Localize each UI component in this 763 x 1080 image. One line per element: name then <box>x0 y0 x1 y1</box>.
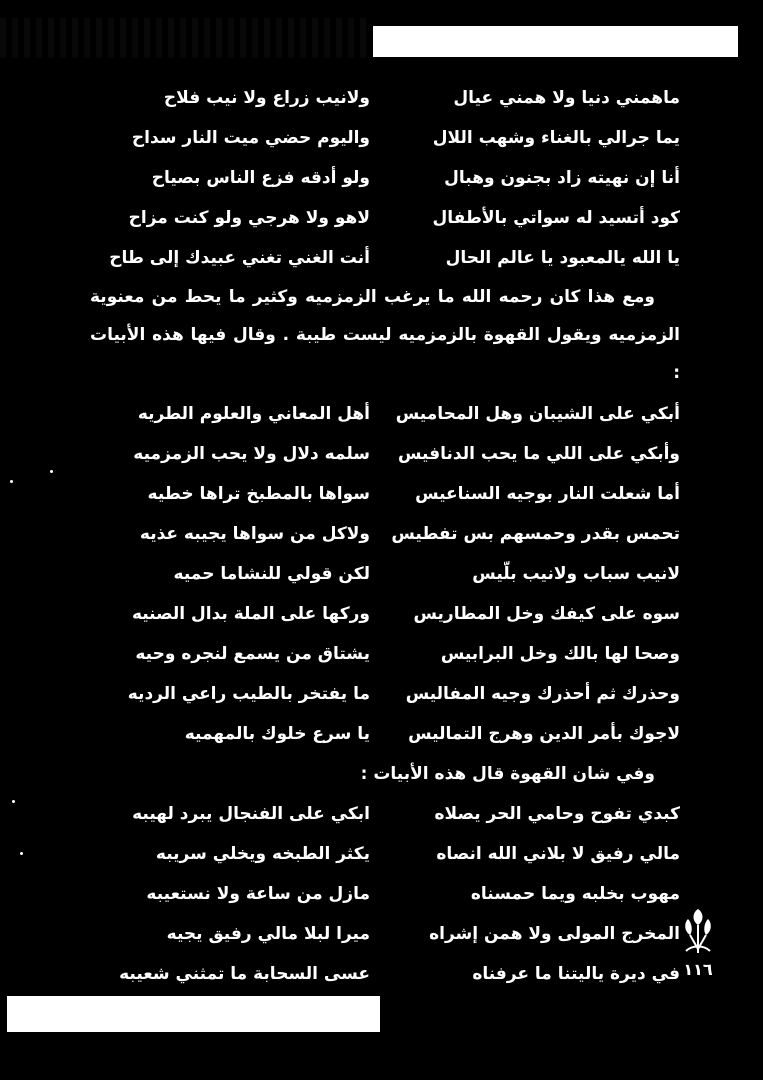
verse-line <box>90 118 680 158</box>
verse-first-hemistich: المخرج المولى ولا همن إشراه <box>429 924 680 944</box>
verse-line <box>90 874 680 914</box>
poem-section-3 <box>90 794 680 994</box>
verse-second-hemistich: ولو أدقه فزع الناس بصياح <box>151 168 370 188</box>
verse-first-hemistich: في ديرة ياليتنا ما عرفناه <box>472 964 680 984</box>
verse-first-hemistich: يما جرالي بالغناء وشهب اللال <box>432 128 680 148</box>
verse-first-hemistich: وصحا لها بالك وخل البرابيس <box>440 644 680 664</box>
verse-second-hemistich: مازل من ساعة ولا نستعيبه <box>146 884 370 904</box>
verse-first-hemistich: مالي رفيق لا بلاني الله انصاه <box>436 844 680 864</box>
verse-second-hemistich: سواها بالمطبخ تراها خطيه <box>147 484 370 504</box>
verse-second-hemistich: ولانيب زراع ولا نيب فلاح <box>163 88 370 108</box>
verse-second-hemistich: أهل المعاني والعلوم الطريه <box>137 404 370 424</box>
verse-second-hemistich: سلمه دلال ولا يحب الزمزميه <box>133 444 370 464</box>
verse-second-hemistich: ولاكل من سواها يجيبه عذيه <box>139 524 370 544</box>
verse-line <box>90 554 680 594</box>
scan-noise-top <box>0 18 370 58</box>
page-number: ١١٦ <box>683 960 713 979</box>
tulip-flower-icon <box>680 905 716 955</box>
verse-line <box>90 634 680 674</box>
verse-line <box>90 474 680 514</box>
poem-content <box>90 78 680 994</box>
verse-line <box>90 238 680 278</box>
scan-speck <box>10 480 13 483</box>
verse-second-hemistich: أنت الغني تغني عبيدك إلى طاح <box>109 248 370 268</box>
verse-second-hemistich: ابكي على الفنجال يبرد لهيبه <box>132 804 370 824</box>
verse-first-hemistich: لاجوك بأمر الدين وهرج التماليس <box>408 724 680 744</box>
verse-line <box>90 914 680 954</box>
verse-first-hemistich: سوه على كيفك وخل المطاريس <box>413 604 680 624</box>
verse-line <box>90 158 680 198</box>
verse-second-hemistich: واليوم حضي ميت النار سداح <box>131 128 370 148</box>
verse-first-hemistich: كود أتسيد له سواتي بالأطفال <box>432 208 680 228</box>
verse-line <box>90 834 680 874</box>
verse-line <box>90 198 680 238</box>
verse-first-hemistich: أبكي على الشيبان وهل المحاميس <box>395 404 680 424</box>
verse-first-hemistich: أنا إن نهيته زاد بجنون وهبال <box>444 168 680 188</box>
verse-second-hemistich: لاهو ولا هرجي ولو كنت مزاح <box>128 208 370 228</box>
verse-line <box>90 714 680 754</box>
verse-second-hemistich: ميرا لبلا مالي رفيق يجيه <box>166 924 370 944</box>
poem-section-1 <box>90 78 680 278</box>
verse-first-hemistich: كبدي تفوح وحامي الحر يصلاه <box>434 804 680 824</box>
verse-line <box>90 514 680 554</box>
redaction-bar-top <box>373 26 738 57</box>
verse-first-hemistich: وأبكي على اللي ما يحب الدنافيس <box>398 444 680 464</box>
verse-second-hemistich: يكثر الطبخه ويخلي سريبه <box>155 844 370 864</box>
verse-second-hemistich: يشتاق من يسمع لنجره وحيه <box>135 644 370 664</box>
verse-second-hemistich: عسى السحابة ما تمثني شعيبه <box>119 964 370 984</box>
verse-line <box>90 78 680 118</box>
verse-second-hemistich: وركها على الملة بدال الصنيه <box>131 604 370 624</box>
section-heading: وفي شان القهوة قال هذه الأبيات : <box>360 764 655 784</box>
verse-line <box>90 434 680 474</box>
verse-first-hemistich: مهوب بخلبه ويما حمسناه <box>470 884 680 904</box>
poem-section-2 <box>90 394 680 754</box>
scan-speck <box>20 852 23 855</box>
verse-line <box>90 674 680 714</box>
verse-line <box>90 394 680 434</box>
verse-line <box>90 794 680 834</box>
verse-second-hemistich: لكن قولي للنشاما حميه <box>173 564 370 584</box>
verse-first-hemistich: أما شعلت النار بوجيه السناعيس <box>415 484 680 504</box>
verse-first-hemistich: لانيب سباب ولانيب بلّيس <box>472 564 680 584</box>
verse-first-hemistich: ماهمني دنيا ولا همني عيال <box>453 88 680 108</box>
verse-line <box>90 954 680 994</box>
verse-line <box>90 594 680 634</box>
scan-speck <box>50 470 53 473</box>
scan-speck <box>12 800 15 803</box>
prose-paragraph: ومع هذا كان رحمه الله ما يرغب الزمزميه وكثير ما يحط من معنوية الزمزميه ويقول القهوة بالزمزميه ليست طيبة . وقال فيها هذه الأبيات : <box>90 287 680 383</box>
verse-second-hemistich: يا سرع خلوك بالمهميه <box>184 724 370 744</box>
verse-first-hemistich: وحذرك ثم أحذرك وجيه المفاليس <box>405 684 680 704</box>
redaction-bar-bottom <box>7 996 380 1032</box>
verse-second-hemistich: ما يفتخر بالطيب راعي الرديه <box>127 684 370 704</box>
verse-first-hemistich: يا الله يالمعبود يا عالم الحال <box>445 248 680 268</box>
verse-first-hemistich: تحمس بقدر وحمسهم بس تفطيس <box>391 524 680 544</box>
